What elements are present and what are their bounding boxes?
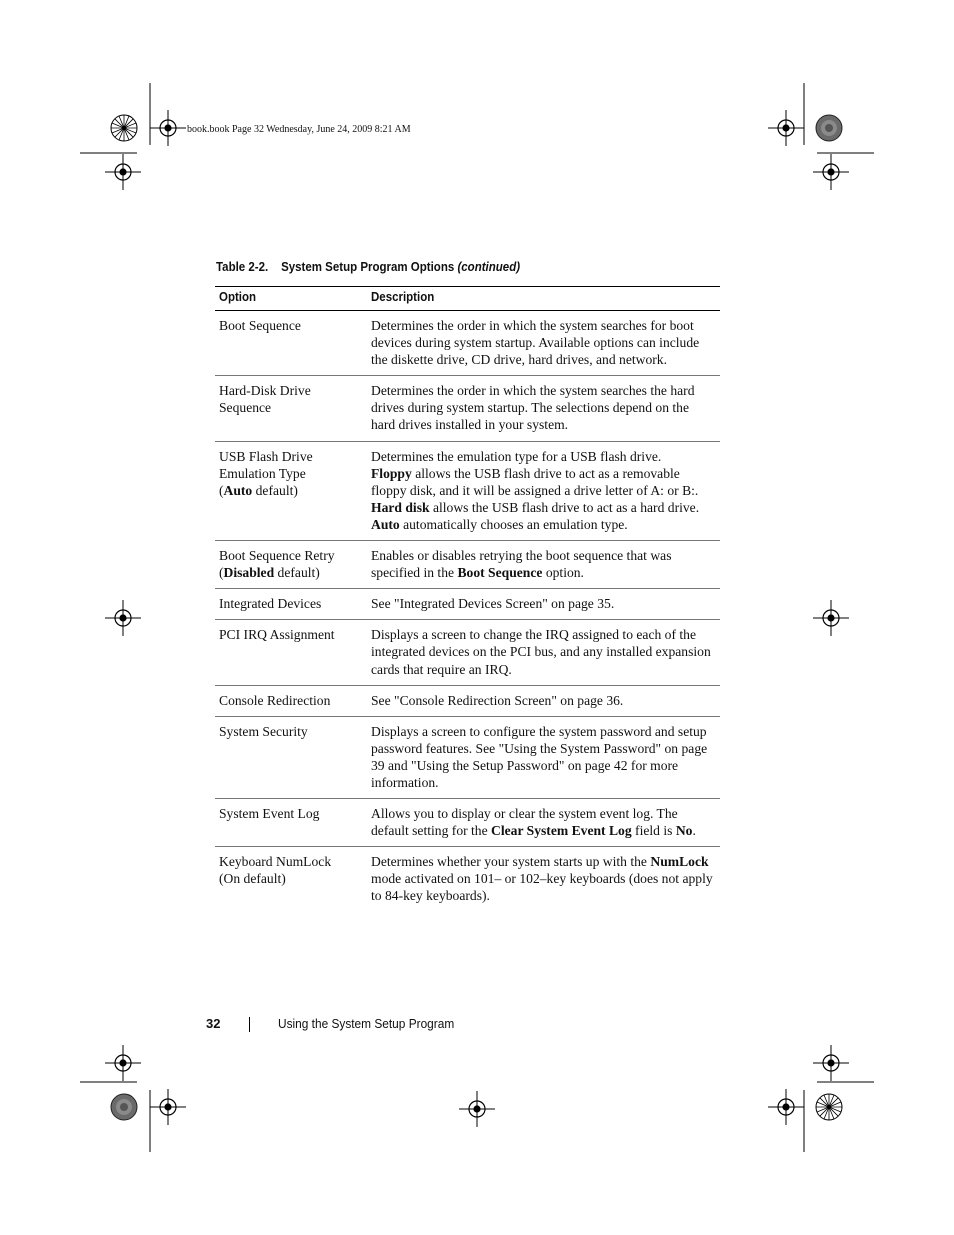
description-cell: [367, 799, 720, 847]
header-option: Option: [215, 287, 367, 311]
description-text: mode activated on 101– or 102–key keyboards (does not apply to 84-key keyboards).: [371, 871, 713, 904]
description-line: [371, 516, 716, 533]
option-cell: [215, 589, 367, 620]
print-slug: book.book Page 32 Wednesday, June 24, 2009 8:21 AM: [187, 124, 411, 135]
option-text: (: [219, 565, 224, 581]
footer-section-title: Using the System Setup Program: [278, 1017, 455, 1031]
table-row: [215, 847, 720, 912]
description-text: Displays a screen to change the IRQ assigned to each of the integrated devices on the PCI bus, and any installed expansion cards that require an IRQ.: [371, 627, 711, 677]
option-cell: [215, 799, 367, 847]
description-cell: [367, 311, 720, 376]
description-line: [371, 692, 716, 709]
option-text: Hard-Disk Drive Sequence: [219, 383, 311, 416]
option-cell: [215, 441, 367, 540]
description-text: Allows you to display or clear the system event log. The default setting for the: [371, 806, 678, 839]
description-line: [371, 853, 716, 904]
option-text: Console Redirection: [219, 692, 331, 708]
description-cell: [367, 376, 720, 441]
option-line: [219, 382, 363, 416]
page-number: 32: [206, 1016, 221, 1031]
option-text: default): [252, 482, 298, 498]
table-caption: [216, 260, 520, 274]
description-text: Determines the order in which the system searches the hard drives during system startup. The selections depend on the hard drives installed in your system.: [371, 383, 695, 433]
description-text: allows the USB flash drive to act as a removable floppy disk, and it will be assigned a drive letter of A: or B:.: [371, 465, 699, 498]
option-line: [219, 853, 363, 870]
description-cell: [367, 541, 720, 589]
option-line: [219, 692, 363, 709]
table-row: [215, 541, 720, 589]
description-text: automatically chooses an emulation type.: [399, 516, 628, 532]
description-line: [371, 465, 716, 499]
description-line: [371, 626, 716, 677]
table-row: [215, 441, 720, 540]
table-row: [215, 716, 720, 798]
table-header-row: [215, 287, 720, 311]
description-cell: [367, 589, 720, 620]
description-text: Boot Sequence: [457, 565, 543, 581]
option-text: Keyboard NumLock: [219, 854, 332, 870]
description-line: [371, 317, 716, 368]
option-cell: [215, 311, 367, 376]
option-text: USB Flash Drive Emulation Type: [219, 448, 313, 481]
description-line: [371, 499, 716, 516]
table-body: [215, 311, 720, 912]
table-caption-title: System Setup Program Options: [281, 260, 455, 274]
description-text: .: [692, 823, 696, 839]
option-text: (On default): [219, 871, 286, 887]
description-cell: [367, 847, 720, 912]
description-line: [371, 448, 716, 465]
option-text: System Event Log: [219, 806, 320, 822]
option-text: Boot Sequence Retry: [219, 548, 335, 564]
footer-divider: [249, 1017, 250, 1032]
table-row: [215, 620, 720, 685]
option-cell: [215, 620, 367, 685]
header-description: Description: [367, 287, 720, 311]
description-cell: [367, 441, 720, 540]
table-row: [215, 376, 720, 441]
description-line: [371, 723, 716, 791]
option-text: Disabled: [223, 565, 275, 581]
description-line: [371, 595, 716, 612]
option-cell: [215, 685, 367, 716]
description-text: field is: [631, 823, 676, 839]
option-line: [219, 564, 363, 581]
description-text: Hard disk: [371, 499, 430, 515]
option-text: default): [274, 565, 320, 581]
description-text: See "Console Redirection Screen" on page 36.: [371, 692, 624, 708]
description-text: Determines whether your system starts up with the: [371, 854, 651, 870]
table-caption-label: Table 2-2.: [216, 260, 269, 274]
description-text: Determines the emulation type for a USB flash drive.: [371, 448, 662, 464]
table-caption-qualifier: (continued): [457, 260, 521, 274]
option-line: [219, 448, 363, 482]
options-table: [215, 286, 720, 912]
description-text: allows the USB flash drive to act as a hard drive.: [429, 499, 700, 515]
option-line: [219, 870, 363, 887]
description-line: [371, 805, 716, 839]
option-cell: [215, 716, 367, 798]
option-text: Auto: [223, 482, 253, 498]
description-text: See "Integrated Devices Screen" on page 35.: [371, 596, 615, 612]
description-line: [371, 382, 716, 433]
description-text: Auto: [371, 516, 400, 532]
table-row: [215, 589, 720, 620]
description-text: option.: [542, 565, 584, 581]
description-text: No: [675, 823, 693, 839]
description-text: Floppy: [371, 465, 412, 481]
description-text: Displays a screen to configure the system password and setup password features. See "Using the System Password" on page 39 and "Using the Setup Password" on page 42 for more information.: [371, 723, 708, 790]
option-cell: [215, 847, 367, 912]
option-line: [219, 626, 363, 643]
description-cell: [367, 716, 720, 798]
option-text: System Security: [219, 723, 308, 739]
option-line: [219, 805, 363, 822]
option-line: [219, 547, 363, 564]
table-row: [215, 685, 720, 716]
option-text: PCI IRQ Assignment: [219, 627, 335, 643]
table-row: [215, 799, 720, 847]
option-text: Boot Sequence: [219, 318, 301, 333]
description-text: Clear System Event Log: [491, 823, 632, 839]
description-line: [371, 547, 716, 581]
option-line: [219, 723, 363, 740]
description-text: NumLock: [650, 854, 709, 870]
option-line: [219, 482, 363, 499]
description-cell: [367, 620, 720, 685]
option-text: Integrated Devices: [219, 596, 322, 612]
description-cell: [367, 685, 720, 716]
option-cell: [215, 541, 367, 589]
option-cell: [215, 376, 367, 441]
description-text: Enables or disables retrying the boot sequence that was specified in the: [371, 548, 672, 581]
description-text: Determines the order in which the system searches for boot devices during system startup. Available options can include the diskette drive, CD drive, hard drives, and network.: [371, 318, 700, 368]
option-line: [219, 317, 363, 334]
option-line: [219, 595, 363, 612]
table-row: [215, 311, 720, 376]
option-text: (: [219, 482, 224, 498]
